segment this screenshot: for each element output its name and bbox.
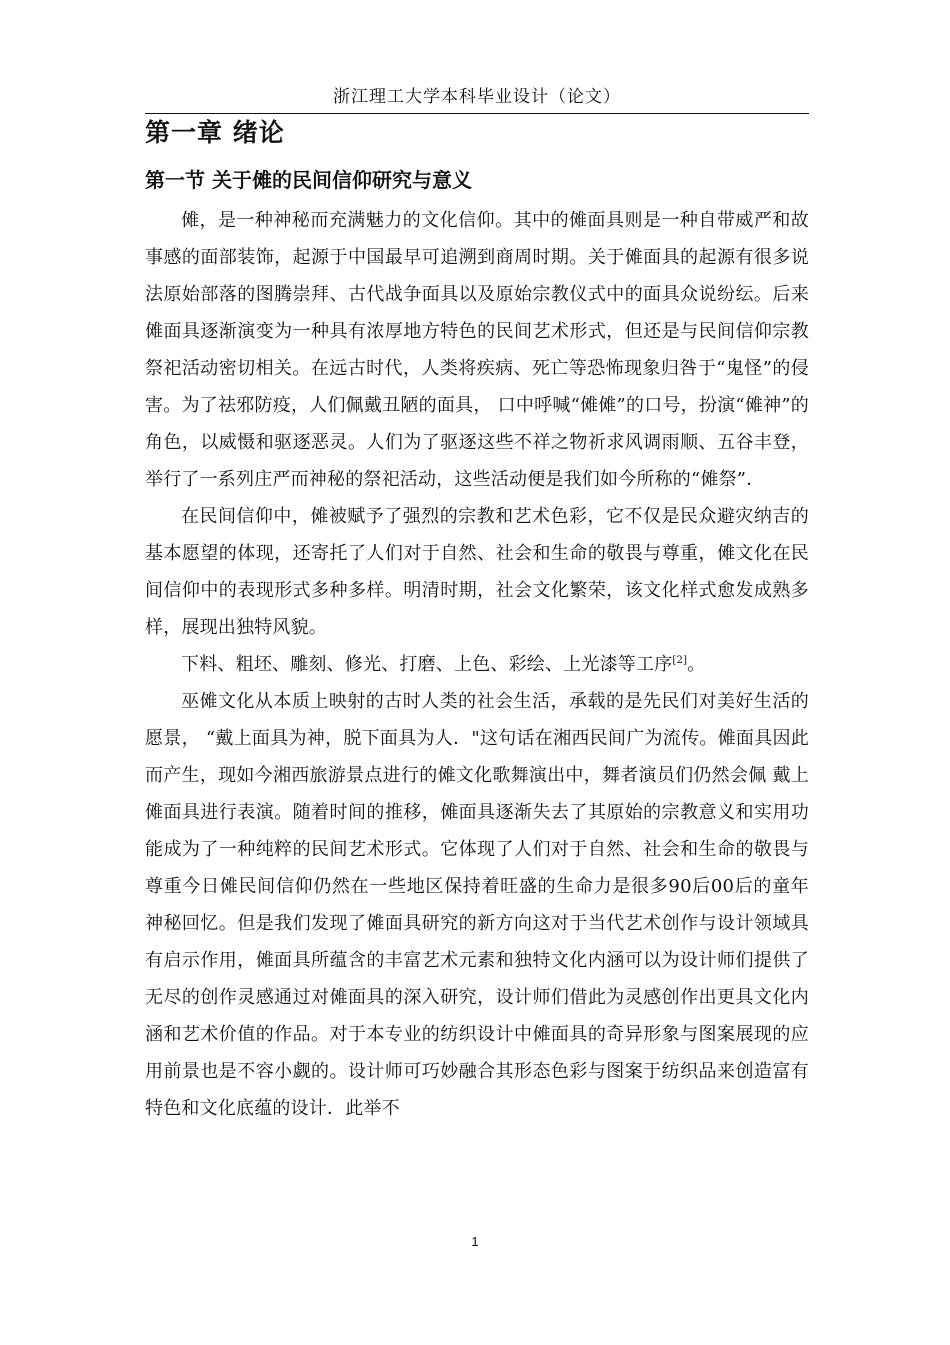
body-text [145, 202, 809, 1127]
paragraph-production-process [145, 646, 809, 683]
paragraph-folk-belief: 在民间信仰中，傩被赋予了强烈的宗教和艺术色彩，它不仅是民众避灾纳吉的基本愿望的体现，还寄托了人们对于自然、社会和生命的敬畏与尊重，傩文化在民间信仰中的表现形式多种多样。明清时期，社会文化繁荣，该文化样式愈发成熟多样，展现出独特风貌。 [145, 506, 809, 638]
process-tail: 。 [687, 654, 706, 675]
paragraph-witch-nuo-culture: 巫傩文化从本质上映射的古时人类的社会生活，承载的是先民们对美好生活的愿景， “戴上面具为神，脱下面具为人．"这句话在湘西民间广为流传。傩面具因此而产生，现如今湘西旅游景点进行的傩文化歌舞演出中，舞者演员们仍然会佩 戴上傩面具进行表演。随着时间的推移，傩面具逐渐失去了其原始的宗教意义和实用功能成为了一种纯粹的民间艺术形式。它体现了人们对于自然、社会和生命的敬畏与尊重今日傩民间信仰仍然在一些地区保持着旺盛的生命力是很多90后00后的童年神秘回忆。但是我们发现了傩面具研究的新方向这对于当代艺术创作与设计领域具有启示作用，傩面具所蕴含的丰富艺术元素和独特文化内涵可以为设计师们提供了无尽的创作灵感通过对傩面具的深入研究，设计师们借此为灵感创作出更具文化内涵和艺术价值的作品。对于本专业的纺织设计中傩面具的奇异形象与图案展现的应用前景也是不容小觑的。设计师可巧妙融合其形态色彩与图案于纺织品来创造富有特色和文化底蕴的设计．此举不 [145, 691, 809, 1119]
header-rule [145, 113, 809, 114]
section-title: 第一节 关于傩的民间信仰研究与意义 [145, 168, 472, 192]
chapter-title: 第一章 绪论 [145, 118, 285, 147]
page-number: 1 [471, 1234, 479, 1249]
process-text: 下料、粗坯、雕刻、修光、打磨、上色、彩绘、上光漆等工序 [181, 654, 673, 675]
paragraph-nuo-origin: 傩，是一种神秘而充满魅力的文化信仰。其中的傩面具则是一种自带威严和故事感的面部装饰，起源于中国最早可追溯到商周时期。关于傩面具的起源有很多说法原始部落的图腾崇拜、古代战争面具以及原始宗教仪式中的面具众说纷纭。后来傩面具逐渐演变为一种具有浓厚地方特色的民间艺术形式，但还是与民间信仰宗教祭祀活动密切相关。在远古时代，人类将疾病、死亡等恐怖现象归咎于“鬼怪”的侵害。为了祛邪防疫，人们佩戴丑陋的面具， 口中呼喊“傩傩”的口号，扮演“傩神”的角色，以威慑和驱逐恶灵。人们为了驱逐这些不祥之物祈求风调雨顺、五谷丰登，举行了一系列庄严而神秘的祭祀活动，这些活动便是我们如今所称的“傩祭”． [145, 210, 809, 490]
running-header: 浙江理工大学本科毕业设计（论文） [333, 87, 621, 107]
citation-marker: [2] [672, 655, 688, 666]
